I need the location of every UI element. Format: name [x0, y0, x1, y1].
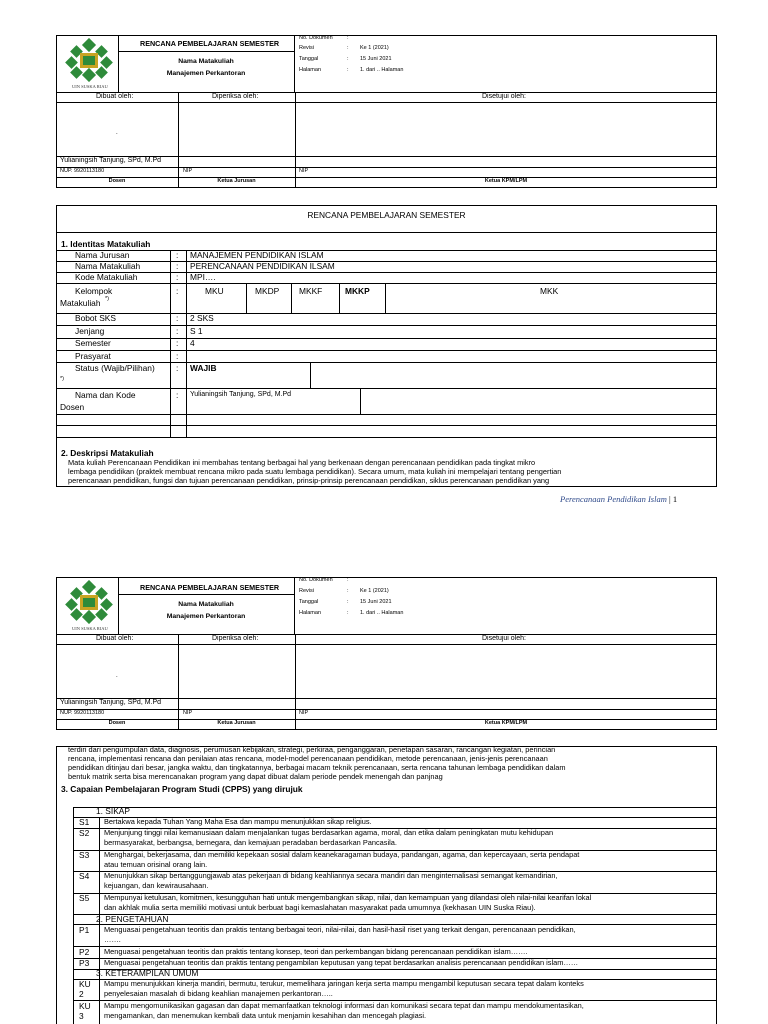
- header-title: RENCANA PEMBELAJARAN SEMESTER: [140, 39, 280, 48]
- rps-title: RENCANA PEMBELAJARAN SEMESTER: [307, 210, 466, 220]
- course-name: Manajemen Perkantoran: [166, 70, 246, 77]
- lecturer-nup: NUP. 9920113180: [60, 710, 105, 716]
- lecturer-name: Yulianingsih Tanjung, SPd, M.Pd: [60, 157, 162, 164]
- kelompok-mkdp: MKDP: [255, 286, 280, 296]
- approved-by-label: Disetujui oleh:: [482, 93, 526, 100]
- page-footer: Perencanaan Pendidikan Islam | 1: [560, 494, 678, 504]
- signature-dot: .: [116, 672, 118, 679]
- jenjang-value: S 1: [190, 326, 203, 336]
- section-1-title: 1. Identitas Matakuliah: [61, 239, 151, 249]
- role-ketua-kpm: Ketua KPM/LPM: [484, 720, 528, 726]
- kelompok-mku: MKU: [205, 286, 224, 296]
- bobot-value: 2 SKS: [190, 313, 214, 323]
- rps-frame: [56, 205, 717, 487]
- course-label: Nama Matakuliah: [178, 601, 234, 608]
- logo-caption: UIN SUSKA RIAU: [72, 626, 108, 631]
- signature-dot: .: [116, 129, 118, 136]
- kelompok-mkkf: MKKF: [299, 286, 323, 296]
- checked-by-label: Diperiksa oleh:: [212, 93, 259, 100]
- semester-value: 4: [190, 338, 195, 348]
- kode-value: MPI….: [190, 272, 216, 282]
- approved-by-label: Disetujui oleh:: [482, 635, 526, 642]
- nip-2: NIP: [299, 168, 309, 174]
- dosen-value: Yulianingsih Tanjung, SPd, M.Pd: [190, 391, 292, 398]
- lecturer-nup: NUP. 9920113180: [60, 168, 105, 174]
- uin-logo: [63, 38, 115, 84]
- role-ketua-kpm: Ketua KPM/LPM: [484, 178, 528, 184]
- nip-1: NIP: [183, 168, 193, 174]
- role-ketua-jurusan: Ketua Jurusan: [217, 720, 256, 726]
- role-dosen: Dosen: [108, 720, 126, 726]
- keterampilan-title: 3. KETERAMPILAN UMUM: [96, 968, 199, 978]
- checked-by-label: Diperiksa oleh:: [212, 635, 259, 642]
- course-name: Manajemen Perkantoran: [166, 613, 246, 620]
- status-value: WAJIB: [190, 363, 217, 373]
- jurusan-value: MANAJEMEN PENDIDIKAN ISLAM: [190, 250, 324, 260]
- uin-logo: [63, 580, 115, 626]
- course-label: Nama Matakuliah: [178, 58, 234, 65]
- kelompok-mkk: MKK: [540, 286, 559, 296]
- section-3-title: 3. Capaian Pembelajaran Program Studi (CPPS) yang dirujuk: [61, 784, 303, 794]
- sikap-title: 1. SIKAP: [96, 806, 130, 816]
- made-by-label: Dibuat oleh:: [96, 93, 134, 100]
- lecturer-name: Yulianingsih Tanjung, SPd, M.Pd: [60, 699, 162, 706]
- made-by-label: Dibuat oleh:: [96, 635, 134, 642]
- section-2-title: 2. Deskripsi Matakuliah: [61, 448, 154, 458]
- role-dosen: Dosen: [108, 178, 126, 184]
- kelompok-mkkp: MKKP: [345, 286, 370, 296]
- logo-caption: UIN SUSKA RIAU: [72, 84, 108, 89]
- pengetahuan-title: 2. PENGETAHUAN: [96, 914, 169, 924]
- nip-1: NIP: [183, 710, 193, 716]
- header-title: RENCANA PEMBELAJARAN SEMESTER: [140, 583, 280, 592]
- role-ketua-jurusan: Ketua Jurusan: [217, 178, 256, 184]
- nip-2: NIP: [299, 710, 309, 716]
- matkul-value: PERENCANAAN PENDIDIKAN ILSAM: [190, 261, 335, 271]
